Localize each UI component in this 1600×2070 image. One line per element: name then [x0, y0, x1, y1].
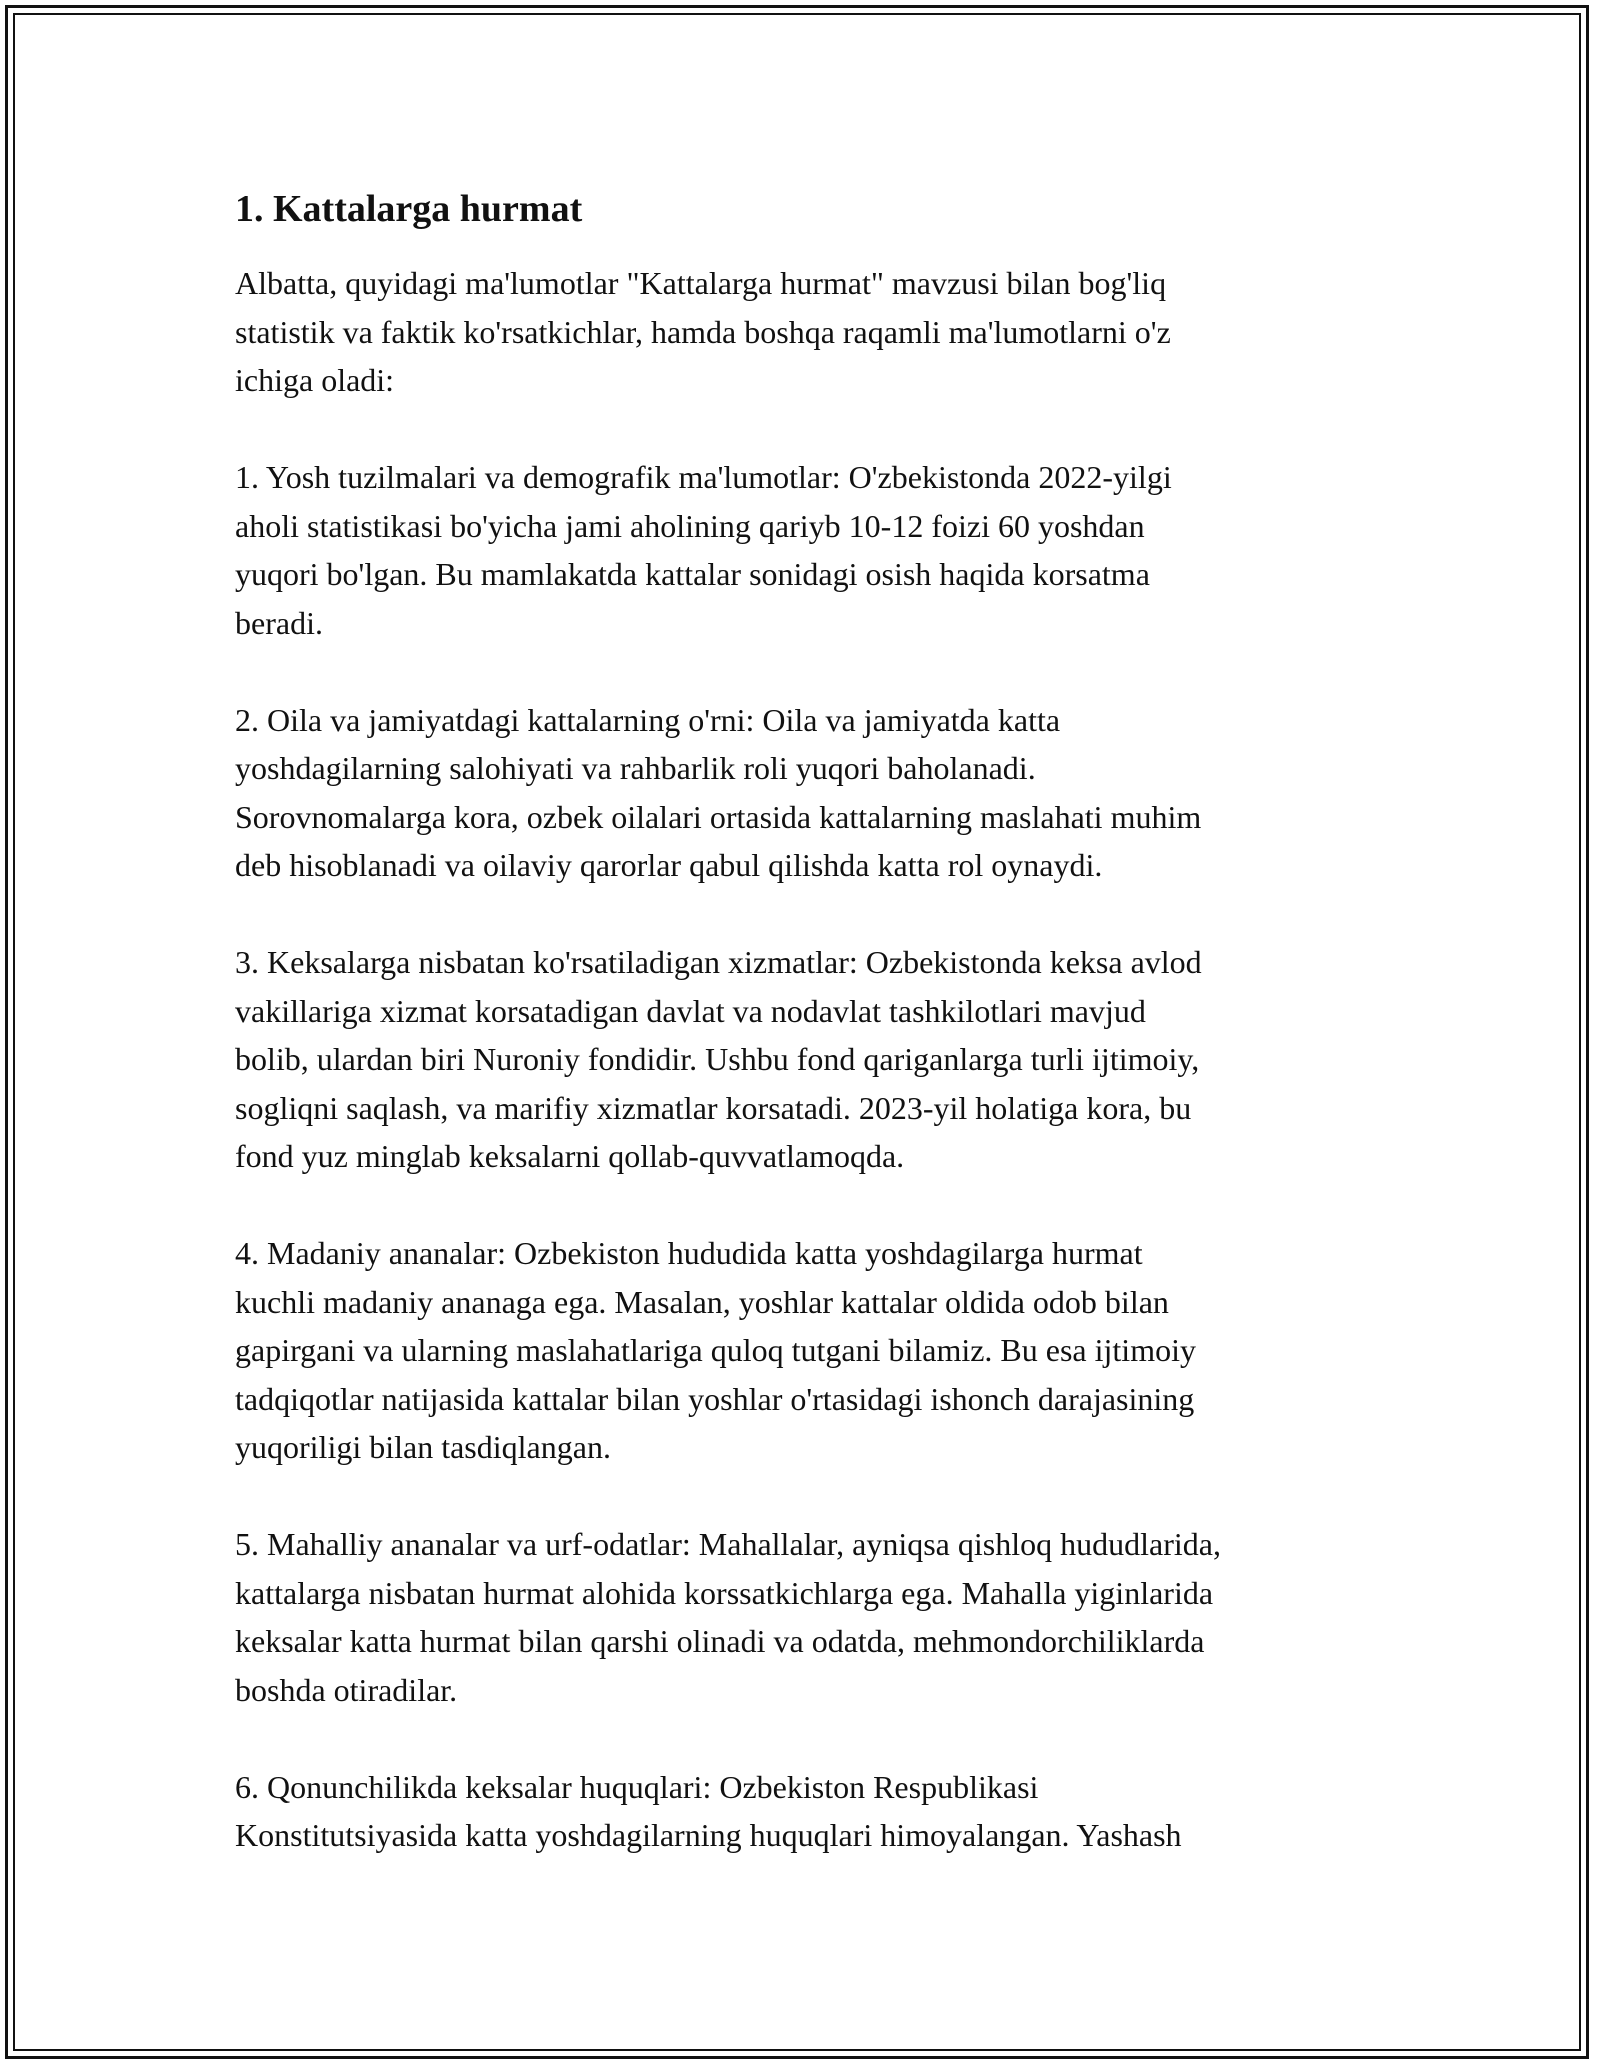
paragraph-elderly-services: 3. Keksalarga nisbatan ko'rsatiladigan xizmatlar: Ozbekistonda keksa avlod vakillariga xizmat korsatadigan davlat va nodavlat tashkilotlari mavjud bolib, ulardan biri Nuroniy fondidir. Ushbu fond qariganlarga turli ijtimoiy, sogliqni saqlash, va marifiy xizmatlar korsatadi. 2023-yil holatiga kora, bu fond yuz minglab keksalarni qollab-quvvatlamoqda.: [235, 944, 1202, 1174]
paragraph-demographics: 1. Yosh tuzilmalari va demografik ma'lumotlar: O'zbekistonda 2022-yilgi aholi statistikasi bo'yicha jami aholining qariyb 10-12 foizi 60 yoshdan yuqori bo'lgan. Bu mamlakatda kattalar sonidagi osish haqida korsatma beradi.: [235, 459, 1172, 641]
document-title: 1. Kattalarga hurmat: [235, 188, 583, 230]
paragraph-cultural-traditions: 4. Madaniy ananalar: Ozbekiston hududida katta yoshdagilarga hurmat kuchli madaniy ananaga ega. Masalan, yoshlar kattalar oldida odob bilan gapirgani va ularning maslahatlariga quloq tutgani bilamiz. Bu esa ijtimoiy tadqiqotlar natijasida kattalar bilan yoshlar o'rtasidagi ishonch darajasining yuqoriligi bilan tasdiqlangan.: [235, 1235, 1196, 1465]
paragraph-legislation: 6. Qonunchilikda keksalar huquqlari: Ozbekiston Respublikasi Konstitutsiyasida katta yoshdagilarning huquqlari himoyalangan. Yashash: [235, 1768, 1182, 1853]
paragraph-local-customs: 5. Mahalliy ananalar va urf-odatlar: Mahallalar, ayniqsa qishloq hududlarida, kattalarga nisbatan hurmat alohida korssatkichlarga ega. Mahalla yiginlarida keksalar katta hurmat bilan qarshi olinadi va odatda, mehmondorchiliklarda boshda otiradilar.: [235, 1526, 1221, 1708]
paragraph-intro: Albatta, quyidagi ma'lumotlar "Kattalarga hurmat" mavzusi bilan bog'liq statistik va faktik ko'rsatkichlar, hamda boshqa raqamli ma'lumotlarni o'z ichiga oladi:: [235, 265, 1171, 398]
document-body: [235, 185, 1415, 1908]
paragraph-family-role: 2. Oila va jamiyatdagi kattalarning o'rni: Oila va jamiyatda katta yoshdagilarning salohiyati va rahbarlik roli yuqori baholanadi. Sorovnomalarga kora, ozbek oilalari ortasida kattalarning maslahati muhim deb hisoblanadi va oilaviy qarorlar qabul qilishda katta rol oynaydi.: [235, 701, 1202, 883]
